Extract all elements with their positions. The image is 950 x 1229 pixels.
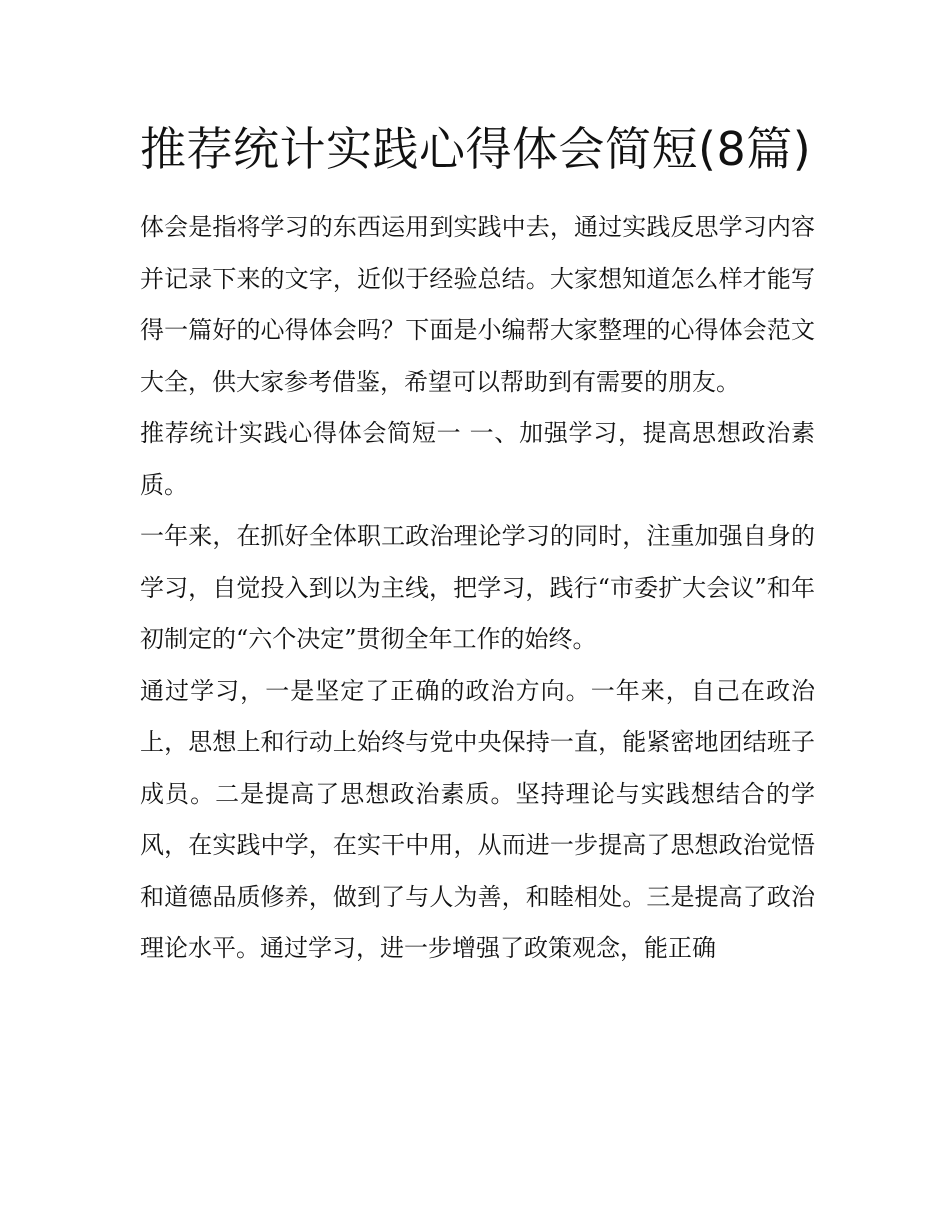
paragraph-outcomes: 通过学习，一是坚定了正确的政治方向。一年来，自己在政治上，思想上和行动上始终与党中央保持一直，能紧密地团结班子成员。二是提高了思想政治素质。坚持理论与实践想结合的学风，在实践中学，在实干中用，从而进一步提高了思想政治觉悟和道德品质修养，做到了与人为善，和睦相处。三是提高了政治理论水平。通过学习，进一步增强了政策观念，能正确: [140, 676, 815, 962]
paragraph-section-heading: 推荐统计实践心得体会简短一 一、加强学习，提高思想政治素质。: [140, 419, 815, 499]
paragraph-study: 一年来，在抓好全体职工政治理论学习的同时，注重加强自身的学习，自觉投入到以为主线，把学习，践行“市委扩大会议”和年初制定的“六个决定”贯彻全年工作的始终。: [140, 522, 815, 653]
paragraph-intro: 体会是指将学习的东西运用到实践中去，通过实践反思学习内容并记录下来的文字，近似于经验总结。大家想知道怎么样才能写得一篇好的心得体会吗？下面是小编帮大家整理的心得体会范文大全，供大家参考借鉴，希望可以帮助到有需要的朋友。: [140, 213, 815, 396]
document-body: [140, 112, 815, 975]
document-title: 推荐统计实践心得体会简短(8篇): [140, 122, 812, 176]
